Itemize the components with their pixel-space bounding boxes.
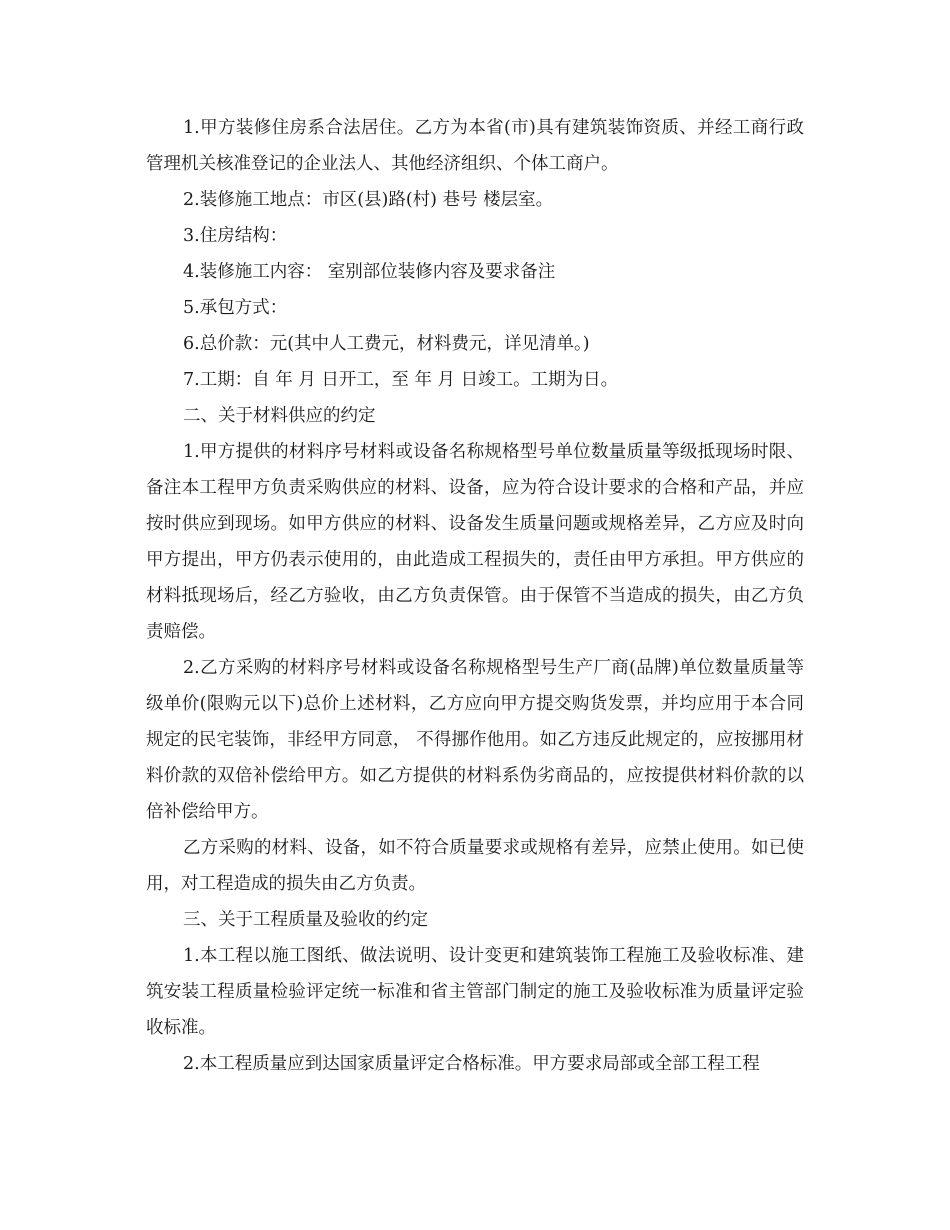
clause-2-location: 2.装修施工地点：市区(县)路(村) 巷号 楼层室。 [183, 190, 554, 210]
materials-clause-2: 2.乙方采购的材料序号材料或设备名称规格型号生产厂商(品牌)单位数量质量等级单价(限购元以下)总价上述材料，乙方应向甲方提交购货发票，并均应用于本合同规定的民宅装饰，非经甲方同意， 不得挪作他用。如乙方违反此规定的，应按挪用材料价款的双倍补偿给甲方。如乙方提供的材料系伪劣商品的，应按提供材料价款的以倍补偿给甲方。 [146, 658, 804, 822]
document-body [146, 110, 804, 1082]
clause-7-schedule: 7.工期：自 年 月 日开工，至 年 月 日竣工。工期为日。 [183, 370, 619, 390]
clause-1-legal-status: 1.甲方装修住房系合法居住。乙方为本省(市)具有建筑装饰资质、并经工商行政管理机关核准登记的企业法人、其他经济组织、个体工商户。 [146, 118, 804, 174]
materials-clause-1: 1.甲方提供的材料序号材料或设备名称规格型号单位数量质量等级抵现场时限、备注本工程甲方负责采购供应的材料、设备，应为符合设计要求的合格和产品，并应按时供应到现场。如甲方供应的材料、设备发生质量问题或规格差异，乙方应及时向甲方提出，甲方仍表示使用的，由此造成工程损失的，责任由甲方承担。甲方供应的材料抵现场后，经乙方验收，由乙方负责保管。由于保管不当造成的损失，由乙方负责赔偿。 [146, 442, 804, 642]
clause-4-content: 4.装修施工内容： 室别部位装修内容及要求备注 [183, 262, 556, 282]
section-heading-materials: 二、关于材料供应的约定 [183, 406, 376, 426]
quality-clause-2: 2.本工程质量应到达国家质量评定合格标准。甲方要求局部或全部工程工程 [183, 1054, 760, 1074]
clause-5-contract-mode: 5.承包方式： [183, 298, 288, 318]
clause-6-total-price: 6.总价款：元(其中人工费元，材料费元，详见清单。) [183, 334, 590, 354]
quality-clause-1: 1.本工程以施工图纸、做法说明、设计变更和建筑装饰工程施工及验收标准、建筑安装工程质量检验评定统一标准和省主管部门制定的施工及验收标准为质量评定验收标准。 [146, 946, 804, 1038]
section-heading-quality: 三、关于工程质量及验收的约定 [183, 910, 428, 930]
materials-clause-note: 乙方采购的材料、设备，如不符合质量要求或规格有差异，应禁止使用。如已使用，对工程造成的损失由乙方负责。 [146, 838, 804, 894]
clause-3-structure: 3.住房结构： [183, 226, 288, 246]
